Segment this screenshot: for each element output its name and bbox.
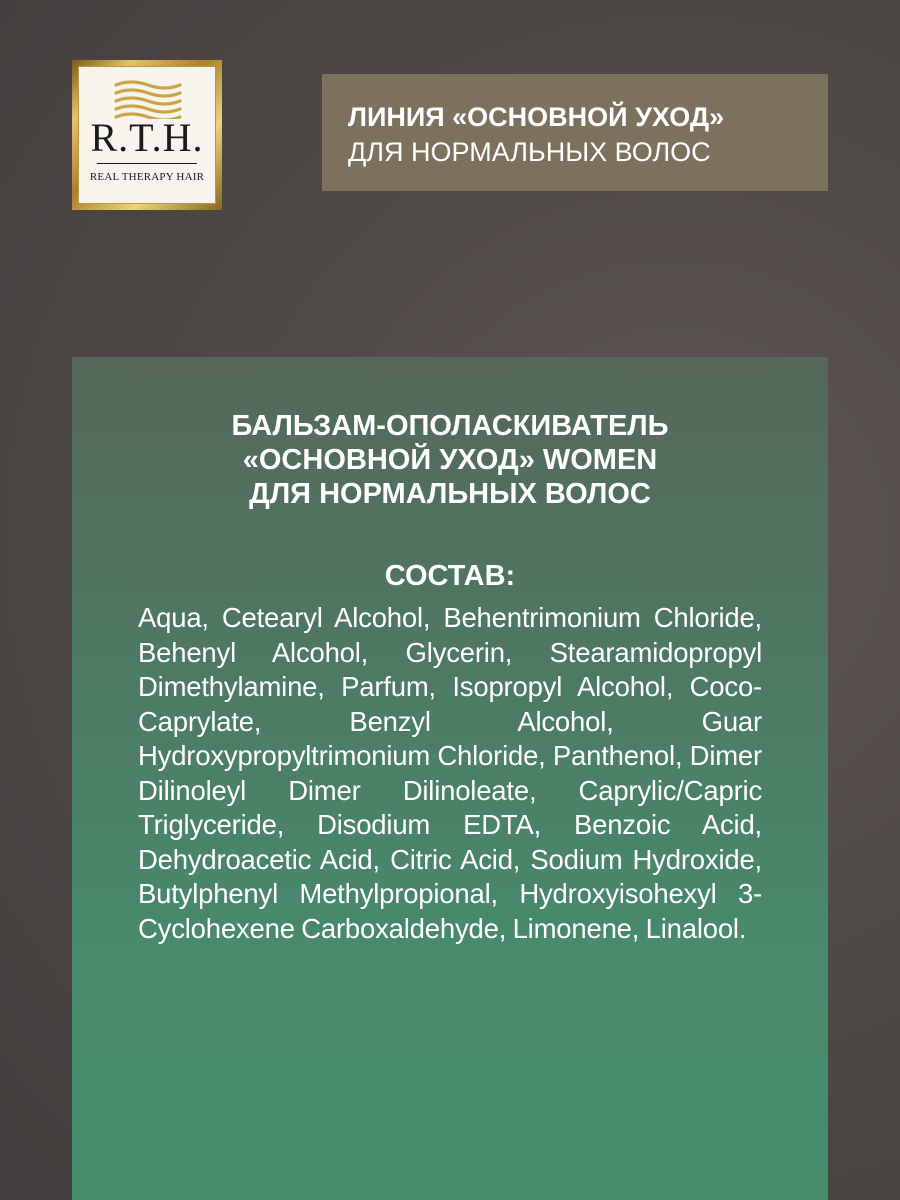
ingredients-list: Aqua, Cetearyl Alcohol, Behentrimonium Chloride, Behenyl Alcohol, Glycerin, Stearamidopropyl Dimethylamine, Parfum, Isopropyl Alcohol, Coco-Caprylate, Benzyl Alcohol, Guar Hydroxypropyltrimonium Chloride, Panthenol, Dimer Dilinoleyl Dimer Dilinoleate, Caprylic/Capric Triglyceride, Disodium EDTA, Benzoic Acid, Dehydroacetic Acid, Citric Acid, Sodium Hydroxide, Butylphenyl Methylpropional, Hydroxyisohexyl 3-Cyclohexene Carboxaldehyde, Limonene, Linalool. — [138, 602, 762, 944]
composition-panel — [72, 357, 828, 1200]
logo-subtitle: REAL THERAPY HAIR — [89, 171, 205, 183]
product-title-line: ДЛЯ НОРМАЛЬНЫХ ВОЛОС — [249, 478, 651, 510]
product-title-line: БАЛЬЗАМ-ОПОЛАСКИВАТЕЛЬ — [231, 410, 669, 442]
logo-card — [78, 66, 216, 204]
brand-logo — [72, 60, 222, 210]
product-line-title: ЛИНИЯ «ОСНОВНОЙ УХОД» — [348, 102, 725, 132]
product-title — [138, 409, 762, 511]
product-line-subtitle: ДЛЯ НОРМАЛЬНЫХ ВОЛОС — [348, 137, 711, 167]
hair-waves-icon — [113, 77, 183, 119]
composition-heading: СОСТАВ: — [384, 560, 516, 592]
logo-divider — [97, 163, 197, 164]
logo-brand-name: R.T.H. — [90, 115, 204, 160]
product-line-banner — [322, 74, 828, 191]
product-title-line: «ОСНОВНОЙ УХОД» WOMEN — [242, 444, 658, 476]
